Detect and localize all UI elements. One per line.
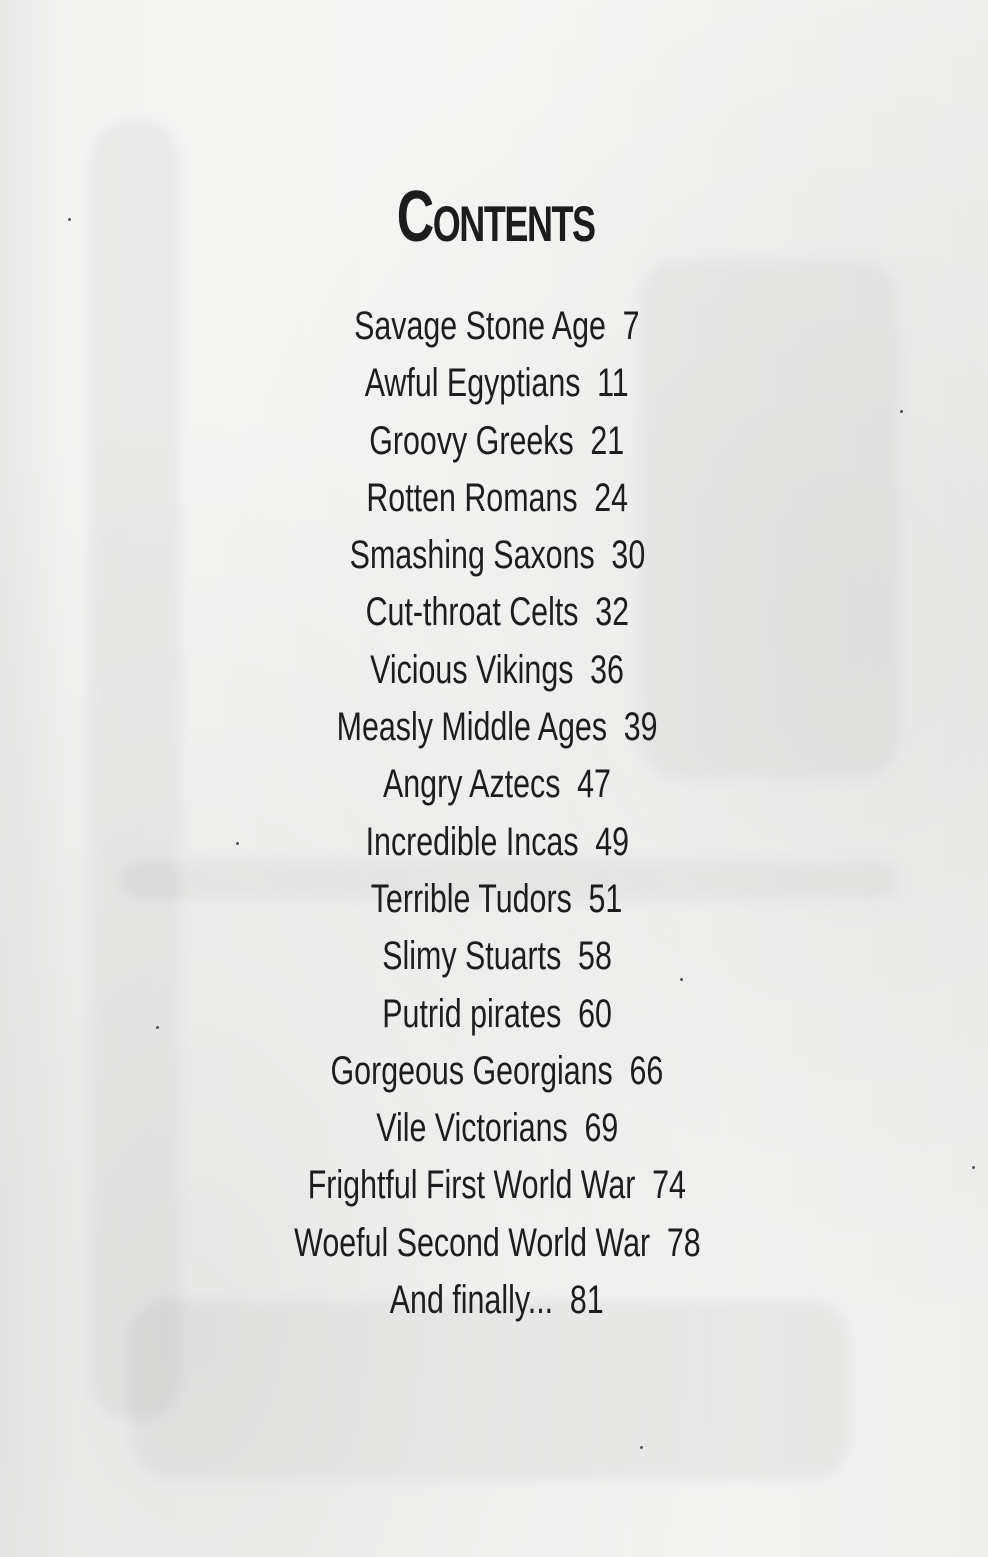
chapter-title: Vile Victorians	[375, 1106, 568, 1151]
page-number: 78	[666, 1220, 701, 1265]
list-item	[0, 871, 988, 928]
scan-speck	[156, 1026, 159, 1029]
list-item	[0, 756, 988, 813]
list-item	[0, 470, 988, 527]
page-number: 21	[590, 418, 625, 463]
list-item	[0, 814, 988, 871]
chapter-title: Angry Aztecs	[383, 762, 561, 807]
list-item	[0, 298, 988, 355]
scan-speck	[680, 978, 683, 981]
contents-list	[0, 298, 988, 1329]
list-item	[0, 699, 988, 756]
chapter-title: Vicious Vikings	[370, 647, 574, 692]
page-title: Contents	[396, 177, 595, 258]
chapter-title: Rotten Romans	[366, 475, 578, 520]
page-number: 51	[588, 876, 623, 921]
page-number: 39	[623, 705, 658, 750]
page-number: 36	[590, 647, 624, 692]
page-number: 32	[594, 590, 629, 635]
chapter-title: Measly Middle Ages	[336, 705, 607, 750]
page-number: 11	[597, 361, 630, 406]
chapter-title: Awful Egyptians	[364, 361, 581, 406]
scan-speck	[640, 1446, 643, 1449]
scan-speck	[68, 218, 71, 221]
page-number: 30	[610, 533, 645, 578]
list-item	[0, 642, 988, 699]
chapter-title: Groovy Greeks	[369, 418, 574, 463]
list-item	[0, 1157, 988, 1214]
list-item	[0, 413, 988, 470]
list-item	[0, 928, 988, 985]
page-number: 47	[577, 762, 611, 807]
chapter-title: Woeful Second World War	[293, 1220, 650, 1265]
page-number: 24	[594, 475, 628, 520]
chapter-title: Slimy Stuarts	[382, 934, 562, 979]
page-number: 69	[584, 1106, 619, 1151]
page-number: 74	[652, 1163, 687, 1208]
page-number: 49	[594, 819, 629, 864]
list-item	[0, 355, 988, 412]
chapter-title: Frightful First World War	[307, 1163, 636, 1208]
list-item	[0, 986, 988, 1043]
scan-speck	[972, 1166, 975, 1169]
list-item	[0, 1215, 988, 1272]
chapter-title: Cut-throat Celts	[365, 590, 579, 635]
list-item	[0, 1100, 988, 1157]
chapter-title: Incredible Incas	[365, 819, 579, 864]
page-number: 81	[570, 1278, 604, 1323]
chapter-title: Terrible Tudors	[371, 876, 573, 921]
page-number: 66	[629, 1048, 664, 1093]
scan-speck	[236, 842, 239, 845]
list-item	[0, 1272, 988, 1329]
list-item	[0, 1043, 988, 1100]
page-number: 58	[577, 934, 612, 979]
chapter-title: Gorgeous Georgians	[330, 1048, 613, 1093]
chapter-title: Smashing Saxons	[349, 533, 595, 578]
list-item	[0, 527, 988, 584]
chapter-title: Savage Stone Age	[354, 304, 607, 348]
page-number: 7	[622, 304, 640, 348]
chapter-title: Putrid pirates	[382, 991, 562, 1036]
chapter-title: And finally...	[390, 1278, 554, 1323]
scan-speck	[900, 410, 903, 413]
list-item	[0, 584, 988, 641]
page-number: 60	[577, 991, 612, 1036]
